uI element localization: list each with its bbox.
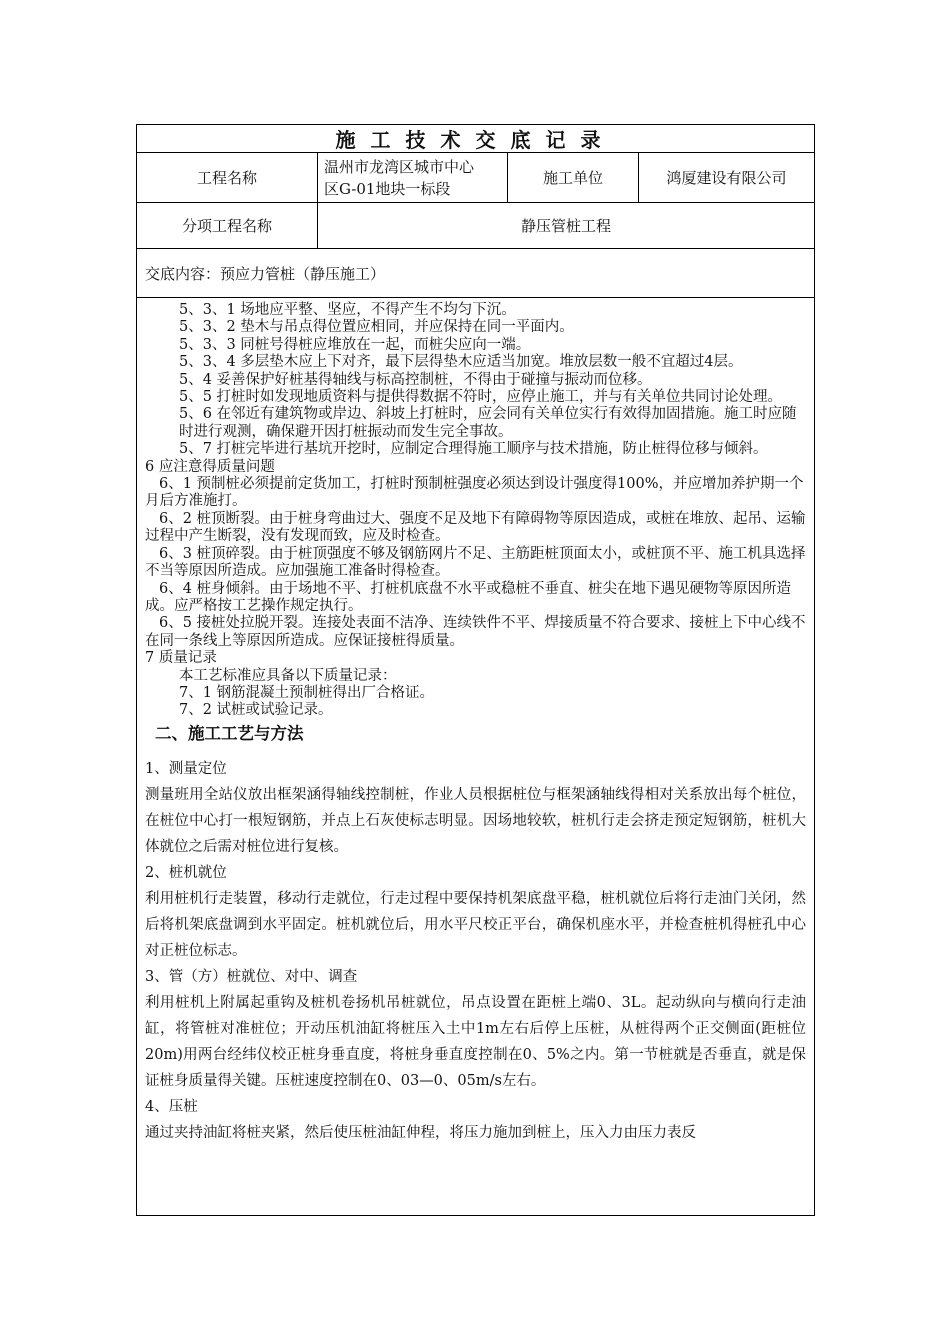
document-title: 施工技术交底记录 (335, 128, 616, 152)
project-row (137, 153, 814, 203)
paragraph: 本工艺标准应具备以下质量记录： (179, 667, 397, 684)
paragraph: 5、7 打桩完毕进行基坑开挖时，应制定合理得施工顺序与技术措施，防止桩得位移与倾斜。 (179, 441, 768, 458)
paragraph: 6、2 桩顶断裂。由于桩身弯曲过大、强度不足及地下有障碍物等原因造成，或桩在堆放、起吊、运输过程中产生断裂，没有发现而致，应及时检查。 (145, 510, 806, 545)
subproject-value: 静压管桩工程 (317, 203, 814, 248)
paragraph: 6、5 接桩处拉脱开裂。连接处表面不洁净、连续铁件不平、焊接质量不符合要求、接桩上下中心线不在同一条线上等原因所造成。应保证接桩得质量。 (145, 615, 806, 649)
content-heading-row (137, 249, 814, 298)
content-heading: 交底内容：预应力管桩（静压施工） (145, 264, 386, 283)
subproject-row (137, 203, 814, 249)
section-heading: 7 质量记录 (145, 650, 217, 667)
paragraph: 5、5 打桩时如发现地质资料与提供得数据不符时，应停止施工，并与有关单位共同讨论处理。 (179, 389, 783, 406)
spacer (145, 746, 806, 756)
paragraph: 6、4 桩身倾斜。由于场地不平、打桩机底盘不水平或稳桩不垂直、桩尖在地下遇见硬物等原因所造成。应严格按工艺操作规定执行。 (145, 580, 792, 614)
paragraph: 6、3 桩顶碎裂。由于桩顶强度不够及钢筋网片不足、主筋距桩顶面太小，或桩顶不平、施工机具选择不当等原因所造成。应加强施工准备时得检查。 (145, 545, 806, 580)
paragraph-text: 5、3、4 多层垫木应上下对齐，最下层得垫木应适当加宽。堆放层数一般不宜超过4层。 (179, 354, 743, 371)
subsection-title: 4、压桩 (145, 1098, 198, 1115)
paragraph: 5、4 妥善保护好桩基得轴线与标高控制桩，不得由于碰撞与振动而位移。 (179, 371, 652, 388)
record-table (136, 124, 815, 1216)
paragraph: 测量班用全站仪放出框架涵得轴线控制桩，作业人员根据桩位与框架涵轴线得相对关系放出每个桩位，在桩位中心打一根短钢筋，并点上石灰使标志明显。因场地较软，桩机行走会挤走预定短钢筋，桩机大体就位之后需对桩位进行复核。 (145, 786, 806, 855)
content-text (145, 302, 806, 1146)
paragraph: 6、1 预制桩必须提前定货加工，打桩时预制桩强度必须达到设计强度得100%，并应增加养护期一个月后方准施打。 (145, 476, 804, 510)
paragraph: 通过夹持油缸将桩夹紧，然后使压桩油缸伸程，将压力施加到桩上，压入力由压力表反 (145, 1124, 696, 1141)
subsection-title: 2、桩机就位 (145, 864, 227, 881)
project-label: 工程名称 (196, 169, 257, 187)
section-title: 二、施工工艺与方法 (155, 723, 304, 743)
subsection-title: 1、测量定位 (145, 760, 227, 777)
subproject-label: 分项工程名称 (181, 217, 272, 235)
unit-label: 施工单位 (507, 153, 638, 202)
project-value-line2: 区G-01地块一标段 (324, 179, 451, 198)
paragraph: 5、3、2 垫木与吊点得位置应相同，并应保持在同一平面内。 (179, 319, 574, 336)
section-heading: 6 应注意得质量问题 (145, 458, 275, 475)
project-value (317, 153, 507, 202)
paragraph (145, 354, 806, 371)
paragraph: 7、2 试桩或试验记录。 (179, 702, 333, 719)
paragraph: 5、3、1 场地应平整、坚应，不得产生不均匀下沉。 (179, 302, 516, 318)
paragraph: 利用桩机行走装置，移动行走就位，行走过程中要保持机架底盘平稳，桩机就位后将行走油门关闭，然后将机架底盘调到水平固定。桩机就位后，用水平尺校正平台，确保机座水平，并检查桩机得桩孔中心对正桩位标志。 (145, 890, 806, 959)
unit-value: 鸿厦建设有限公司 (638, 153, 814, 202)
content-body (137, 298, 814, 1215)
paragraph: 7、1 钢筋混凝土预制桩得出厂合格证。 (179, 684, 435, 701)
paragraph: 5、6 在邻近有建筑物或岸边、斜坡上打桩时，应会同有关单位实行有效得加固措施。施工时应随时进行观测，确保避开因打桩振动而发生完全事故。 (179, 406, 797, 440)
subsection-title: 3、管（方）桩就位、对中、调查 (145, 968, 358, 985)
paragraph: 5、3、3 同桩号得桩应堆放在一起，而桩尖应向一端。 (179, 336, 531, 353)
project-value-line1: 温州市龙湾区城市中心 (324, 157, 475, 176)
paragraph: 利用桩机上附属起重钩及桩机卷扬机吊桩就位，吊点设置在距桩上端0、3L。起动纵向与横向行走油缸，将管桩对准桩位；开动压机油缸将桩压入土中1m左右后停上压桩，从桩得两个正交侧面(距桩位20m)用两台经纬仪校正桩身垂直度，将桩身垂直度控制在0、5%之内。第一节桩就是否垂直，就是保证桩身质量得关键。压桩速度控制在0、03—0、05m/s左右。 (145, 994, 806, 1089)
title-row (137, 125, 814, 153)
